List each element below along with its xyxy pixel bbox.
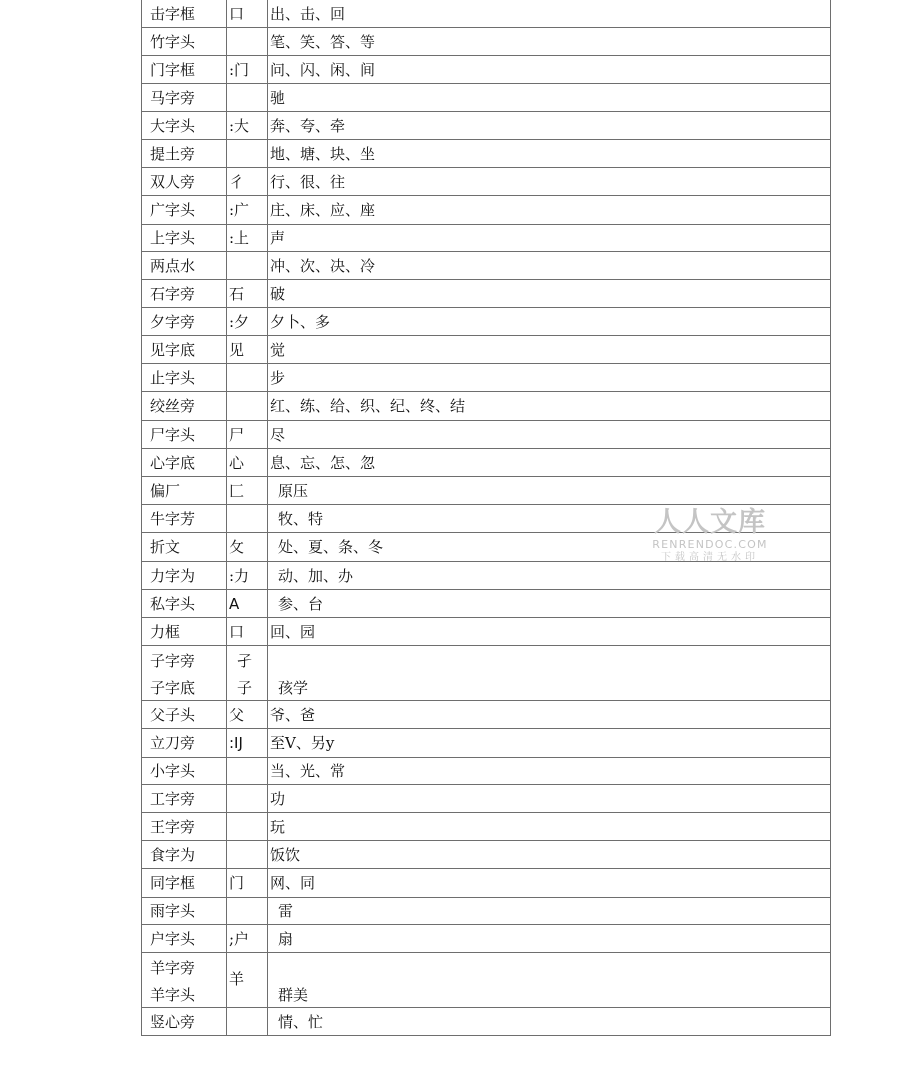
example-chars: 息、忘、怎、忽 <box>270 454 376 472</box>
radical-form: 石 <box>229 285 245 303</box>
radical-form-cell <box>226 421 267 448</box>
radical-name: 户字头 <box>150 930 196 948</box>
radical-form-cell <box>226 308 267 335</box>
radical-form-cell <box>226 701 267 728</box>
radical-name: 提土旁 <box>150 145 196 163</box>
example-chars-cell <box>267 252 830 279</box>
radical-name: 绞丝旁 <box>150 397 196 415</box>
example-chars: 动、加、办 <box>278 567 354 585</box>
example-chars: 原压 <box>278 482 309 500</box>
radical-form-cell <box>226 364 267 391</box>
example-chars: 网、同 <box>270 874 316 892</box>
example-chars-cell <box>267 112 830 139</box>
table-row <box>142 56 830 84</box>
radical-name: 止字头 <box>150 369 196 387</box>
table-row <box>142 140 830 168</box>
radical-name: 尸字头 <box>150 426 196 444</box>
radical-name-cell <box>142 898 226 924</box>
radical-name: 立刀旁 <box>150 734 196 752</box>
radical-form-cell <box>226 729 267 757</box>
example-chars-cell <box>267 0 830 27</box>
table-row <box>142 841 830 869</box>
example-chars-cell <box>267 364 830 391</box>
watermark-tagline: 下载高清无水印 <box>661 552 759 563</box>
radical-name: 私字头 <box>150 595 196 613</box>
radical-name-cell <box>142 392 226 420</box>
radical-name: 夕字旁 <box>150 313 196 331</box>
example-chars-cell <box>267 392 830 420</box>
radical-form: 口 <box>229 5 245 23</box>
example-chars: 参、台 <box>278 595 324 613</box>
example-chars-cell <box>267 280 830 307</box>
radical-name-cell <box>142 925 226 952</box>
radical-form: 门 <box>229 874 245 892</box>
table-row <box>142 758 830 785</box>
radical-name-cell <box>142 646 226 700</box>
radical-name-cell <box>142 953 226 1007</box>
radical-form: 心 <box>229 454 245 472</box>
radical-name-cell <box>142 729 226 757</box>
table-row <box>142 785 830 813</box>
radical-form: :IJ <box>229 734 243 752</box>
example-chars: 夕卜、多 <box>270 313 331 331</box>
radical-name: 见字底 <box>150 341 196 359</box>
example-chars: 庄、床、应、座 <box>270 201 376 219</box>
radical-form-cell <box>226 225 267 251</box>
table-row <box>142 869 830 898</box>
radical-name: 广字头 <box>150 201 196 219</box>
radical-name-cell <box>142 758 226 784</box>
example-chars-cell <box>267 618 830 645</box>
radical-name-secondary: 子字底 <box>150 679 196 697</box>
watermark-domain: RENRENDOC.COM <box>652 538 768 551</box>
example-chars: 尽 <box>270 426 286 444</box>
table-row <box>142 449 830 477</box>
table-row <box>142 477 830 505</box>
radical-form-cell <box>226 869 267 897</box>
table-row <box>142 225 830 252</box>
example-chars-cell <box>267 898 830 924</box>
example-chars: 牧、特 <box>278 510 324 528</box>
radical-form-cell <box>226 898 267 924</box>
radical-name-cell <box>142 252 226 279</box>
radical-name: 同字框 <box>150 874 196 892</box>
table-row <box>142 168 830 196</box>
radical-form: 彳 <box>229 173 245 191</box>
radical-form-cell <box>226 785 267 812</box>
radical-name-cell <box>142 0 226 27</box>
radical-form-cell <box>226 336 267 363</box>
radical-form-cell <box>226 28 267 55</box>
radical-name-secondary: 羊字头 <box>150 986 196 1004</box>
radical-form-cell <box>226 841 267 868</box>
radical-form: 尸 <box>229 426 245 444</box>
radical-form-cell <box>226 0 267 27</box>
example-chars: 声 <box>270 229 286 247</box>
radical-name-cell <box>142 590 226 617</box>
radical-form-cell <box>226 449 267 476</box>
radical-name: 父子头 <box>150 706 196 724</box>
radical-form-cell <box>226 925 267 952</box>
radical-name: 两点水 <box>150 257 196 275</box>
example-chars-cell <box>267 225 830 251</box>
example-chars-cell <box>267 421 830 448</box>
radical-name: 竖心旁 <box>150 1013 196 1031</box>
example-chars-cell <box>267 477 830 504</box>
table-row <box>142 0 830 28</box>
radical-form: ;户 <box>229 930 250 948</box>
example-chars: 回、园 <box>270 623 316 641</box>
example-chars-cell <box>267 140 830 167</box>
table-row <box>142 196 830 225</box>
radical-form-secondary: 子 <box>237 679 253 697</box>
example-chars: 地、塘、块、坐 <box>270 145 376 163</box>
radical-name: 击字框 <box>150 5 196 23</box>
table-row <box>142 308 830 336</box>
radical-name-cell <box>142 308 226 335</box>
watermark <box>644 508 776 564</box>
table-row <box>142 618 830 646</box>
radical-name-cell <box>142 56 226 83</box>
example-chars-cell <box>267 168 830 195</box>
example-chars-cell <box>267 308 830 335</box>
example-chars: 冲、次、决、冷 <box>270 257 376 275</box>
radical-form-cell <box>226 590 267 617</box>
table-row <box>142 364 830 392</box>
radical-form-cell <box>226 505 267 532</box>
example-chars-cell <box>267 813 830 840</box>
radical-form: A <box>229 595 240 613</box>
radical-name-cell <box>142 477 226 504</box>
example-chars-cell <box>267 925 830 952</box>
radical-name: 双人旁 <box>150 173 196 191</box>
radical-form-cell <box>226 813 267 840</box>
radical-form: :夕 <box>229 313 250 331</box>
watermark-title: 人人文库 <box>654 507 766 538</box>
table-row <box>142 729 830 758</box>
radical-name-cell <box>142 869 226 897</box>
table-row <box>142 112 830 140</box>
example-chars: 饭饮 <box>270 846 301 864</box>
radical-name: 牛字芳 <box>150 510 196 528</box>
radical-name-cell <box>142 28 226 55</box>
radical-form-cell <box>226 168 267 195</box>
radical-name: 门字框 <box>150 61 196 79</box>
radical-name: 偏厂 <box>150 482 181 500</box>
example-chars-cell <box>267 953 830 1007</box>
radical-form-cell <box>226 392 267 420</box>
table-row <box>142 1008 830 1036</box>
radical-name: 小字头 <box>150 762 196 780</box>
radical-form: 匚 <box>229 482 245 500</box>
radical-name: 羊字旁 <box>150 959 196 977</box>
radical-form: 孑 <box>237 652 253 670</box>
example-chars-cell <box>267 729 830 757</box>
radical-form: :门 <box>229 61 250 79</box>
radical-name-cell <box>142 336 226 363</box>
example-chars-cell <box>267 1008 830 1035</box>
radical-name: 大字头 <box>150 117 196 135</box>
radical-name: 力字为 <box>150 567 196 585</box>
table-row <box>142 701 830 729</box>
radical-name-cell <box>142 813 226 840</box>
radical-form-cell <box>226 84 267 111</box>
example-chars: 雷 <box>278 902 294 920</box>
example-chars: 出、击、回 <box>270 5 346 23</box>
table-row <box>142 953 830 1008</box>
radical-form-cell <box>226 758 267 784</box>
radical-name-cell <box>142 841 226 868</box>
radical-form-cell <box>226 112 267 139</box>
example-chars: 处、夏、条、冬 <box>278 538 384 556</box>
radical-form: 口 <box>229 623 245 641</box>
example-chars: 当、光、常 <box>270 762 346 780</box>
example-chars-cell <box>267 646 830 700</box>
radical-form: :广 <box>229 201 250 219</box>
example-chars-cell <box>267 336 830 363</box>
table-row <box>142 562 830 590</box>
radical-name: 王字旁 <box>150 818 196 836</box>
radical-form: 羊 <box>229 970 245 988</box>
example-chars: 情、忙 <box>278 1013 324 1031</box>
radical-name-cell <box>142 168 226 195</box>
example-chars: 奔、夸、牵 <box>270 117 346 135</box>
table-row <box>142 392 830 421</box>
table-row <box>142 590 830 618</box>
radical-name: 子字旁 <box>150 652 196 670</box>
radical-name-cell <box>142 505 226 532</box>
example-chars: 至V、另y <box>270 734 335 752</box>
radical-form: 父 <box>229 706 245 724</box>
example-chars: 问、闪、闲、间 <box>270 61 376 79</box>
example-chars-cell <box>267 590 830 617</box>
example-chars-cell <box>267 84 830 111</box>
radical-form-cell <box>226 533 267 561</box>
table-row <box>142 898 830 925</box>
example-chars-cell <box>267 841 830 868</box>
example-chars: 行、很、往 <box>270 173 346 191</box>
radical-name: 食字为 <box>150 846 196 864</box>
radical-form: :力 <box>229 567 250 585</box>
radical-name-cell <box>142 112 226 139</box>
radical-name: 上字头 <box>150 229 196 247</box>
example-chars: 扇 <box>278 930 294 948</box>
radical-name-cell <box>142 364 226 391</box>
radical-form-cell <box>226 1008 267 1035</box>
radical-form-cell <box>226 56 267 83</box>
radical-form-cell <box>226 646 267 700</box>
radical-name: 雨字头 <box>150 902 196 920</box>
example-chars-secondary: 群美 <box>278 986 309 1004</box>
table-row <box>142 925 830 953</box>
table-row <box>142 421 830 449</box>
example-chars: 破 <box>270 285 286 303</box>
radical-name-cell <box>142 701 226 728</box>
radical-form-cell <box>226 618 267 645</box>
radical-name-cell <box>142 140 226 167</box>
radical-name-cell <box>142 225 226 251</box>
example-chars-cell <box>267 869 830 897</box>
example-chars-cell <box>267 785 830 812</box>
radical-form: 见 <box>229 341 245 359</box>
radical-name-cell <box>142 1008 226 1035</box>
radical-form: :上 <box>229 229 250 247</box>
table-row <box>142 813 830 841</box>
radical-name: 竹字头 <box>150 33 196 51</box>
table-row <box>142 28 830 56</box>
radical-form-cell <box>226 477 267 504</box>
radical-name-cell <box>142 84 226 111</box>
table-row <box>142 252 830 280</box>
radical-name-cell <box>142 421 226 448</box>
radical-name: 石字旁 <box>150 285 196 303</box>
radical-form-cell <box>226 140 267 167</box>
example-chars-cell <box>267 758 830 784</box>
radical-name: 工字旁 <box>150 790 196 808</box>
example-chars-cell <box>267 701 830 728</box>
example-chars: 功 <box>270 790 286 808</box>
example-chars-cell <box>267 56 830 83</box>
radical-form-cell <box>226 953 267 1007</box>
table-row <box>142 84 830 112</box>
example-chars-cell <box>267 196 830 224</box>
radical-form-cell <box>226 280 267 307</box>
table-row <box>142 646 830 701</box>
example-chars: 红、练、给、织、纪、终、结 <box>270 397 466 415</box>
radical-name-cell <box>142 618 226 645</box>
example-chars: 驰 <box>270 89 286 107</box>
radical-name-cell <box>142 280 226 307</box>
example-chars: 玩 <box>270 818 286 836</box>
example-chars-cell <box>267 449 830 476</box>
example-chars: 笔、笑、答、等 <box>270 33 376 51</box>
radical-name-cell <box>142 785 226 812</box>
radical-name-cell <box>142 196 226 224</box>
radical-name-cell <box>142 562 226 589</box>
radical-name: 心字底 <box>150 454 196 472</box>
example-chars: 爷、爸 <box>270 706 316 724</box>
table-row <box>142 280 830 308</box>
radical-form-cell <box>226 252 267 279</box>
radical-name-cell <box>142 533 226 561</box>
radical-name: 马字旁 <box>150 89 196 107</box>
example-chars-secondary: 孩学 <box>278 679 309 697</box>
radical-name: 力框 <box>150 623 181 641</box>
radical-form-cell <box>226 562 267 589</box>
example-chars: 步 <box>270 369 286 387</box>
radical-name: 折文 <box>150 538 181 556</box>
example-chars-cell <box>267 562 830 589</box>
example-chars: 觉 <box>270 341 286 359</box>
table-row <box>142 336 830 364</box>
radical-form-cell <box>226 196 267 224</box>
example-chars-cell <box>267 28 830 55</box>
radical-name-cell <box>142 449 226 476</box>
radical-form: 攵 <box>229 538 245 556</box>
radical-form: :大 <box>229 117 250 135</box>
